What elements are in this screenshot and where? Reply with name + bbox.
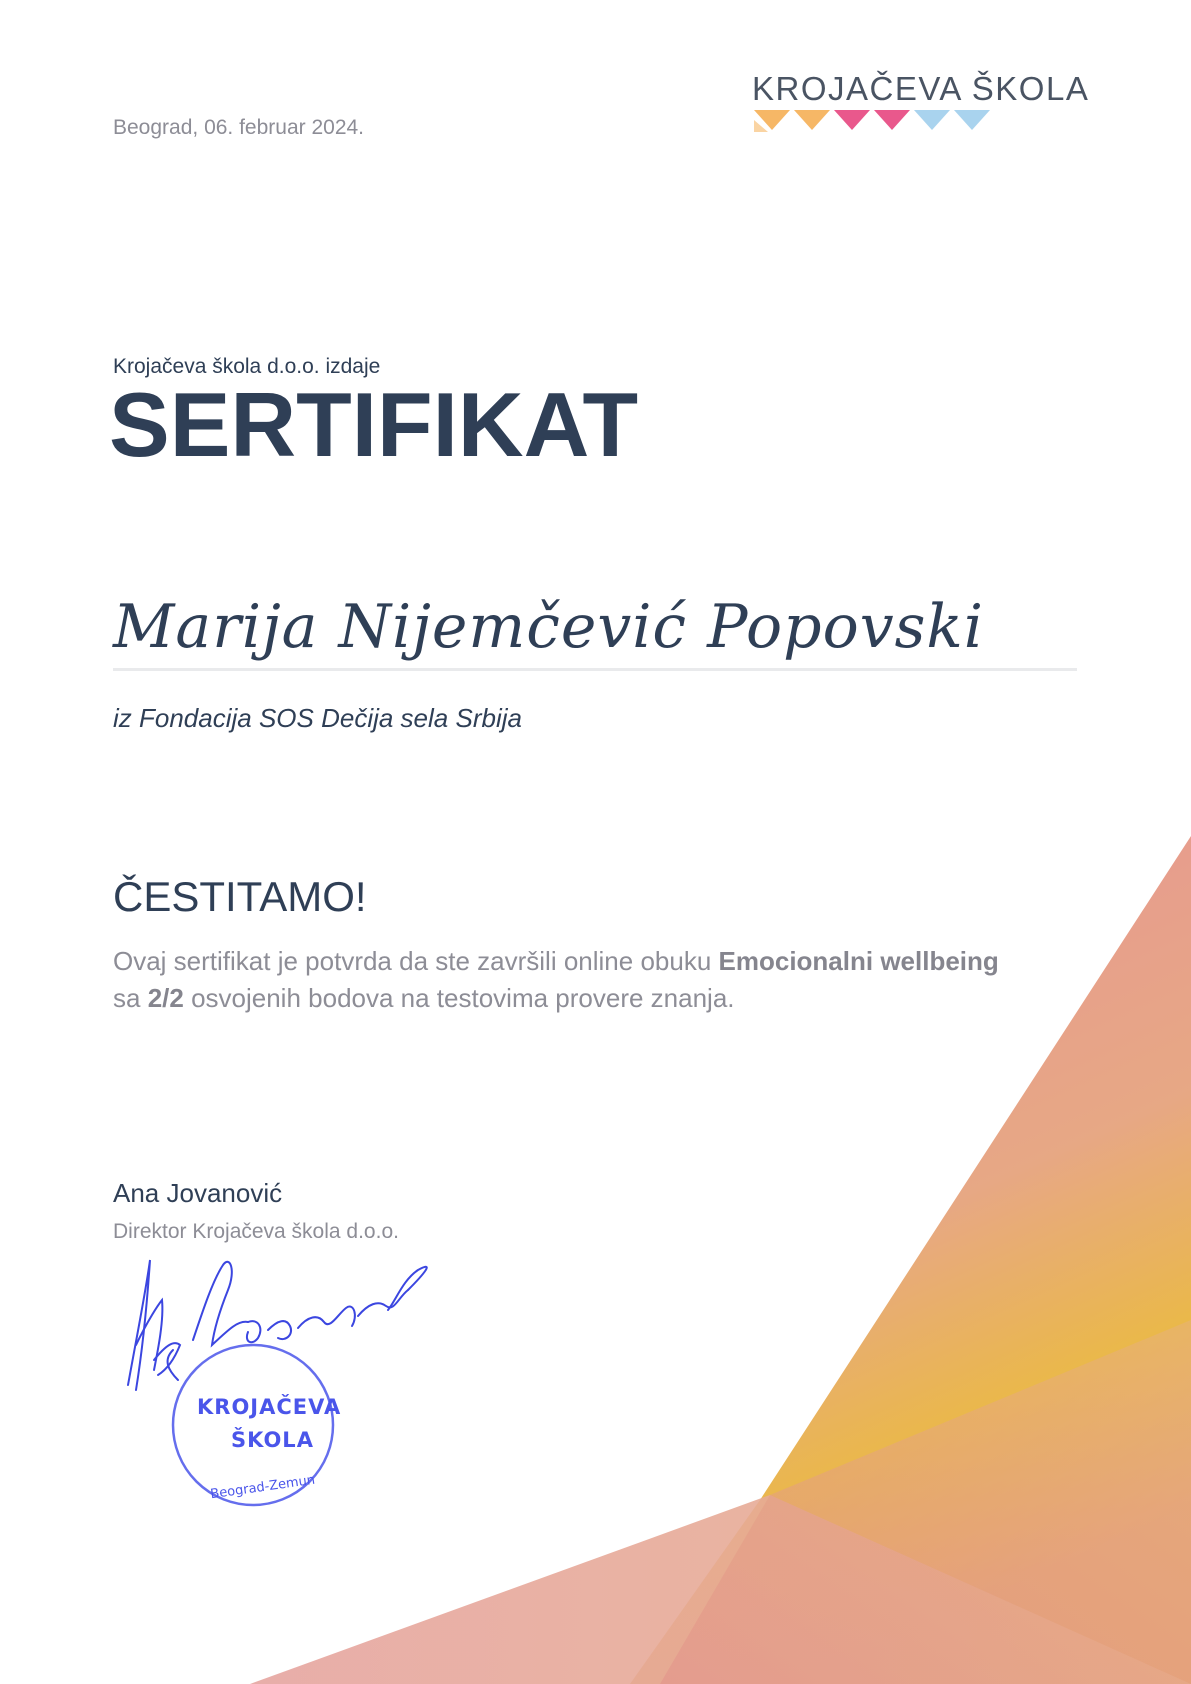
school-logo — [752, 70, 1090, 140]
stamp-text-line3: Beograd-Zemun — [209, 1472, 316, 1503]
recipient-name: Marija Nijemčević Popovski — [113, 592, 984, 662]
signature-and-stamp — [118, 1250, 448, 1510]
body-prefix: Ovaj sertifikat je potvrda da ste završili online obuku — [113, 946, 719, 976]
stamp-text-line2: ŠKOLA — [231, 1428, 314, 1452]
logo-text: KROJAČEVA ŠKOLA — [752, 70, 1090, 107]
course-name: Emocionalni wellbeing — [718, 946, 999, 976]
name-underline — [113, 668, 1077, 671]
certificate-title: SERTIFIKAT — [109, 375, 639, 476]
handwritten-signature — [128, 1260, 427, 1390]
body-suffix: osvojenih bodova na testovima provere znanja. — [183, 983, 735, 1013]
signatory-role: Direktor Krojačeva škola d.o.o. — [113, 1220, 399, 1243]
score: 2/2 — [147, 983, 184, 1013]
certificate-body — [113, 943, 1013, 1017]
recipient-organization: iz Fondacija SOS Dečija sela Srbija — [113, 703, 522, 733]
signatory-name: Ana Jovanović — [113, 1178, 283, 1208]
issue-date: Beograd, 06. februar 2024. — [113, 116, 365, 139]
issuer-line: Krojačeva škola d.o.o. izdaje — [113, 355, 381, 378]
stamp-text-line1: KROJAČEVA — [197, 1395, 342, 1419]
logo-triangles — [754, 110, 1004, 134]
congrats-heading: ČESTITAMO! — [113, 873, 367, 920]
body-middle: sa — [113, 983, 148, 1013]
